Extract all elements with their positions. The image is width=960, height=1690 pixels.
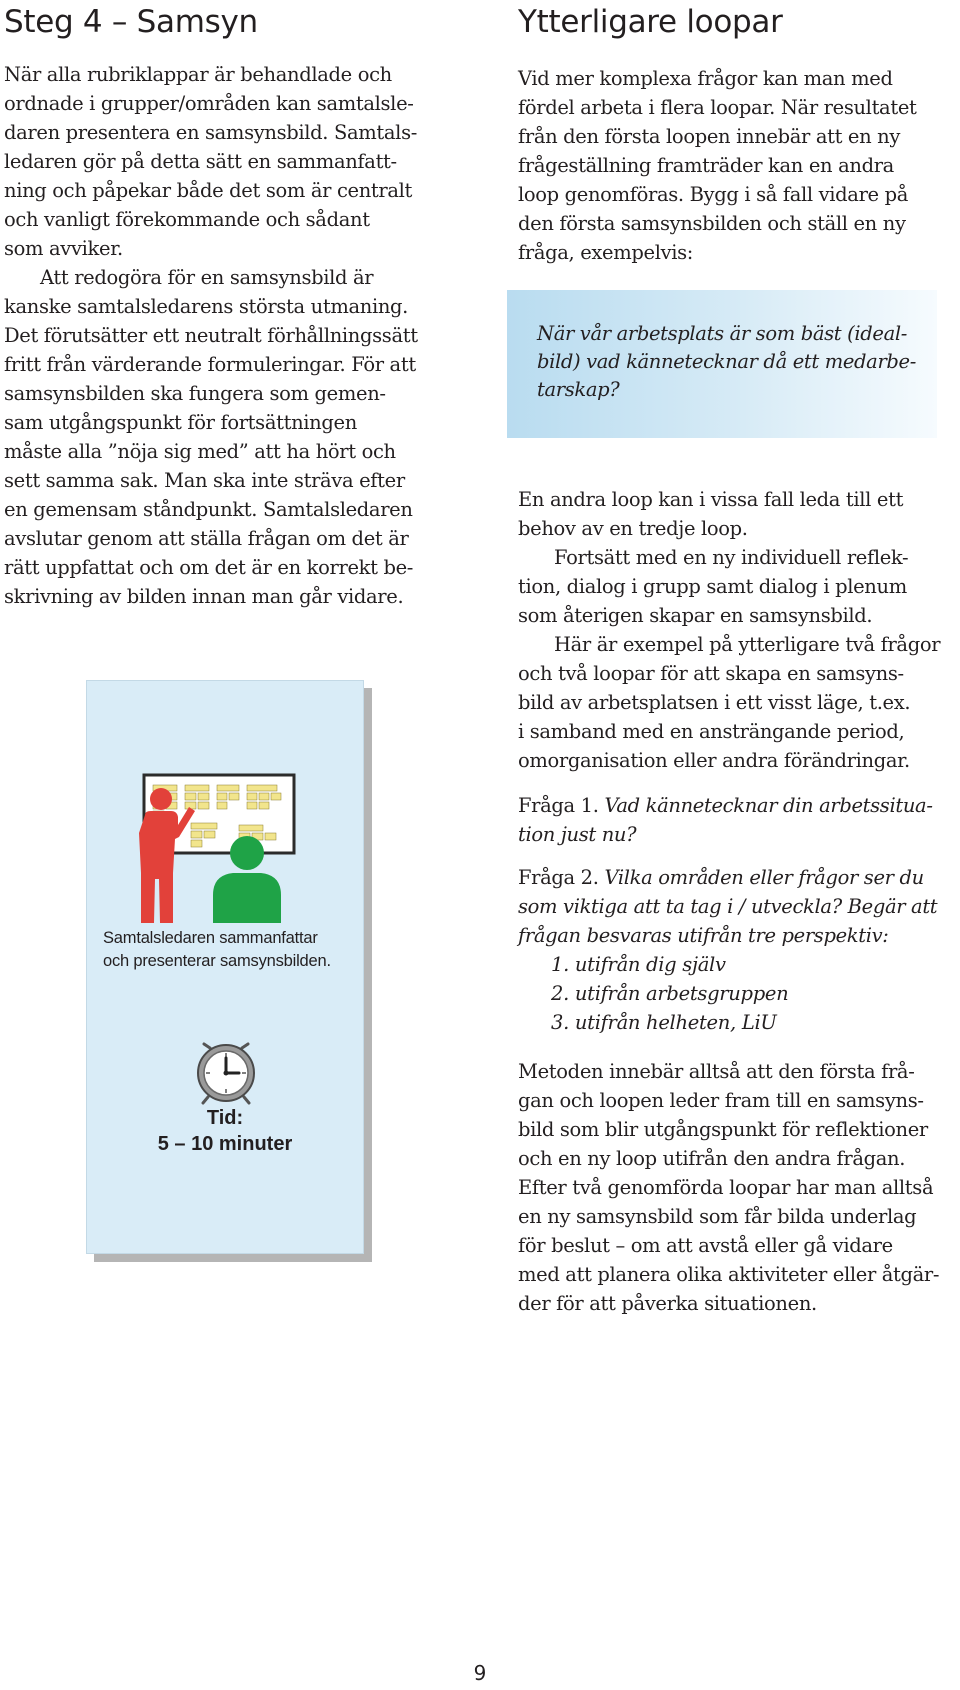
time-label: Tid: — [206, 1107, 244, 1129]
presenter-illustration — [115, 773, 325, 923]
right-column — [518, 0, 960, 1318]
section-heading-samsyn: Steg 4 – Samsyn — [4, 4, 258, 40]
question-1-text: Vad kännetecknar din arbetssitua- tion just nu? — [518, 794, 933, 846]
page-number: 9 — [473, 1661, 487, 1685]
question-1 — [518, 791, 960, 849]
time-value: 5 – 10 minuter — [157, 1133, 293, 1155]
section-heading-loopar: Ytterligare loopar — [518, 4, 783, 40]
question-2-text: Vilka områden eller frågor ser du som viktiga att ta tag i / utveckla? Begär att frågan besvaras utifrån tre perspektiv: — [518, 866, 938, 947]
question-2 — [518, 863, 960, 950]
paragraph-third-loop: En andra loop kan i vissa fall leda till ett behov av en tredje loop. — [518, 488, 904, 540]
callout-text: När vår arbetsplats är som bäst (ideal- bild) vad kännetecknar då ett medarbe- tarskap? — [537, 322, 916, 401]
question-1-label: Fråga 1. — [518, 794, 599, 817]
paragraph-method-summary: Metoden innebär alltså att den första frå- gan och loopen leder fram till en samsyns- bild som blir utgångspunkt för reflektioner och en ny loop utifrån den andra frågan. Efter två genomförda loopar har man alltså en ny samsynsbild som får bilda underlag för beslut – om att avstå eller gå vidare med att planera olika aktiviteter eller åtgär- der för att påverka situationen. — [518, 1060, 940, 1315]
illustration-card — [86, 680, 364, 1254]
question-2-label: Fråga 2. — [518, 866, 599, 889]
example-question-callout — [507, 290, 937, 438]
illustration-caption: Samtalsledaren sammanfattar och presenterar samsynsbilden. — [103, 929, 331, 970]
paragraph-continue: Fortsätt med en ny individuell reflek- tion, dialog i grupp samt dialog i plenum som återigen skapar en samsynsbild. — [518, 546, 909, 627]
paragraph-examples: Här är exempel på ytterligare två frågor och två loopar för att skapa en samsyns- bild av arbetsplatsen i ett visst läge, t.ex. i samband med en ansträngande period, omorganisation eller andra förändringar. — [518, 633, 941, 772]
paragraph-samsyn-challenge: Att redogöra för en samsynsbild är kanske samtalsledarens största utmaning. Det förutsätter ett neutralt förhållningssätt fritt från värderande formuleringar. För att samsynsbilden ska fungera som gemen- sam utgångspunkt för fortsättningen måste alla ”nöja sig med” att ha hört och sett samma sak. Man ska inte sträva efter en gemensam ståndpunkt. Samtalsledaren avslutar genom att ställa frågan om det är rätt uppfattat och om det är en korrekt be- skrivning av bilden innan man går vidare. — [4, 266, 418, 608]
left-column — [4, 0, 444, 611]
perspective-list — [518, 950, 960, 1037]
list-item: 3. utifrån helheten, LiU — [551, 1011, 777, 1034]
paragraph-samsyn-intro: När alla rubriklappar är behandlade och ordnade i grupper/områden kan samtalsle- daren presentera en samsynsbild. Samtals- ledaren gör på detta sätt en sammanfatt- ning och påpekar både det som är centralt och vanligt förekommande och sådant som avviker. — [4, 63, 417, 260]
paragraph-loopar-intro: Vid mer komplexa frågor kan man med fördel arbeta i flera loopar. När resultatet från den första loopen innebär att en ny frågeställning framträder kan en andra loop genomföras. Bygg i så fall vidare på den första samsynsbilden och ställ en ny fråga, exempelvis: — [518, 67, 917, 264]
clock-icon — [190, 1039, 262, 1105]
list-item: 1. utifrån dig själv — [551, 953, 726, 976]
list-item: 2. utifrån arbetsgruppen — [551, 982, 789, 1005]
